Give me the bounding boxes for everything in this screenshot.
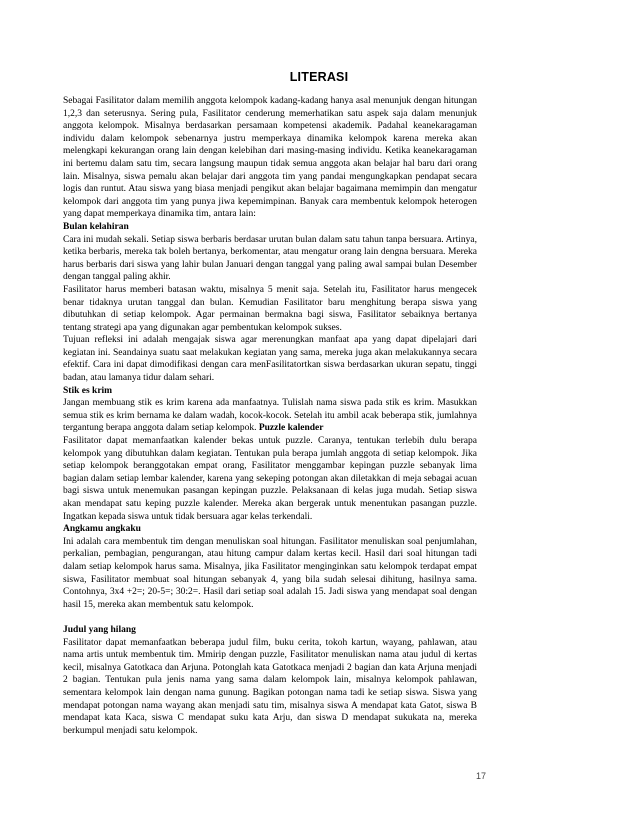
judul-paragraph: Fasilitator dapat memanfaatkan beberapa judul film, buku cerita, tokoh kartun, wayang, pahlawan, atau nama artis untuk membentuk tim. Mmirip dengan puzzle, Fasilitator menuliskan nama atau judul di kertas kecil, misalnya Gatotkaca dan Arjuna. Potonglah kata Gatotkaca menjadi 2 bagian dan kata Arjuna menjadi 2 bagian. Tentukan pula jenis nama yang sama dalam kelompok lain, misalnya kelompok pahlawan, sementara kelompok lain dengan nama gunung. Bagikan potongan nama tadi ke setiap siswa. Siswa yang mendapat potongan nama wayang akan menjadi satu tim, misalnya siswa A mendapat kata Gatot, siswa B mendapat kata Kaca, siswa C mendapat suku kata Arju, dan siswa D mendapat sukukata na, mereka berkumpul menjadi satu kelompok. bbox=[63, 637, 477, 736]
bulan-paragraph-3: Tujuan refleksi ini adalah mengajak siswa agar merenungkan manfaat apa yang dapat dipelajari dari kegiatan ini. Seandainya suatu saat melakukan kegiatan yang sama, mereka juga akan melakukannya secara efektif. Cara ini dapat dimodifikasi dengan cara menFasilitatortkan siswa berdasarkan ukuran sepatu, tinggi badan, atau lamanya tidur dalam sehari. bbox=[63, 335, 477, 384]
heading-angkamu-angkaku: Angkamu angkaku bbox=[63, 524, 141, 535]
puzzle-paragraph: Fasilitator dapat memanfaatkan kalender bekas untuk puzzle. Caranya, tentukan terlebih dulu berapa kelompok yang dibutuhkan dalam kegiatan. Tentukan pula berapa jumlah anggota di setiap kelompok. Jika setiap kelompok beranggotakan empat orang, Fasilitator menggambar kepingan puzzle sebanyak lima bagian dalam setiap lembar kalender, karena yang sekeping potongan akan diletakkan di meja sebagai acuan bagi siswa untuk menemukan pasangan kepingan puzzle. Pelaksanaan di kelas juga mudah. Setiap siswa akan mendapat satu keping puzzle kalender. Mereka akan bergerak untuk menentukan pasangan puzzle. Ingatkan kepada siswa untuk tidak bersuara agar kelas terkendali. bbox=[63, 436, 477, 522]
page-title: LITERASI bbox=[289, 70, 349, 84]
stik-paragraph-text: Jangan membuang stik es krim karena ada manfaatnya. Tulislah nama siswa pada stik es krim. Masukkan semua stik es krim bernama ke dalam wadah, kocok-kocok. Setelah itu ambil acak beberapa stik, jumlahnya tergantung berapa anggota dalam setiap kelompok. bbox=[63, 398, 477, 434]
bulan-paragraph-1: Cara ini mudah sekali. Setiap siswa berbaris berdasar urutan bulan dalam satu tahun tanpa bersuara. Artinya, ketika berbaris, mereka tak boleh bertanya, berkomentar, atau mengatur orang lain dengna bersuara. Mereka harus berbaris dari siswa yang lahir bulan Januari dengan tanggal yang paling awal sampai bulan Desember dengan tanggal paling akhir. bbox=[63, 234, 477, 283]
heading-judul-yang-hilang: Judul yang hilang bbox=[63, 624, 136, 635]
bulan-paragraph-2: Fasilitator harus memberi batasan waktu, misalnya 5 menit saja. Setelah itu, Fasilitator harus mengecek benar tidaknya urutan tanggal dan bulan. Kemudian Fasilitator baru menghitung berapa siswa yang dibutuhkan di setiap kelompok. Agar permainan bermakna bagi siswa, Fasilitator sebaiknya bertanya tentang strategi apa yang digunakan agar pembentukan kelompok sukses. bbox=[63, 284, 477, 333]
stik-paragraph bbox=[63, 397, 477, 435]
heading-puzzle-kalender: Puzzle kalender bbox=[258, 423, 324, 434]
heading-stik-es-krim: Stik es krim bbox=[63, 385, 113, 396]
angka-paragraph: Ini adalah cara membentuk tim dengan menuliskan soal hitungan. Fasilitator menuliskan soal penjumlahan, perkalian, pembagian, pengurangan, atau hitung campur dalam kertas kecil. Hasil dari soal hitungan tadi dalam setiap kelompok harus sama. Misalnya, jika Fasilitator menginginkan satu kelompok terdapat empat siswa, Fasilitator membuat soal hitungan sebanyak 4, yang bila sudah selesai dihitung, hasilnya sama. Contohnya, 3x4 +2=; 20-5=; 30:2=. Hasil dari setiap soal adalah 15. Jadi siswa yang mendapat soal dengan hasil 15, mereka akan membentuk satu kelompok. bbox=[63, 536, 477, 610]
heading-bulan-kelahiran: Bulan kelahiran bbox=[63, 221, 129, 232]
page-number: 17 bbox=[475, 771, 486, 781]
intro-paragraph: Sebagai Fasilitator dalam memilih anggota kelompok kadang-kadang hanya asal menunjuk dengan hitungan 1,2,3 dan seterusnya. Sering pula, Fasilitator cenderung memerhatikan satu aspek saja dalam menunjuk anggota kelompok. Misalnya berdasarkan persamaan kompetensi akademik. Padahal keanekaragaman individu dalam kelompok sebenarnya justru memperkaya dinamika kelompok karena mereka akan melengkapi kekurangan orang lain dengan kelebihan dari masing-masing individu. Ketika keanekaragaman ini bertemu dalam satu tim, secara langsung maupun tidak semua anggota akan belajar hal baru dari orang lain. Misalnya, siswa pemalu akan belajar dari anggota tim yang pandai mengungkapkan pendapat secara logis dan runtut. Atau siswa yang biasa menjadi pengikut akan belajar bagaimana memimpin dan mengatur kelompok dari anggota tim yang punya jiwa kepemimpinan. Banyak cara membentuk kelompok heterogen yang dapat memperkaya dinamika tim, antara lain: bbox=[63, 96, 477, 220]
paragraph-gap bbox=[63, 611, 477, 624]
document-body bbox=[63, 95, 477, 737]
